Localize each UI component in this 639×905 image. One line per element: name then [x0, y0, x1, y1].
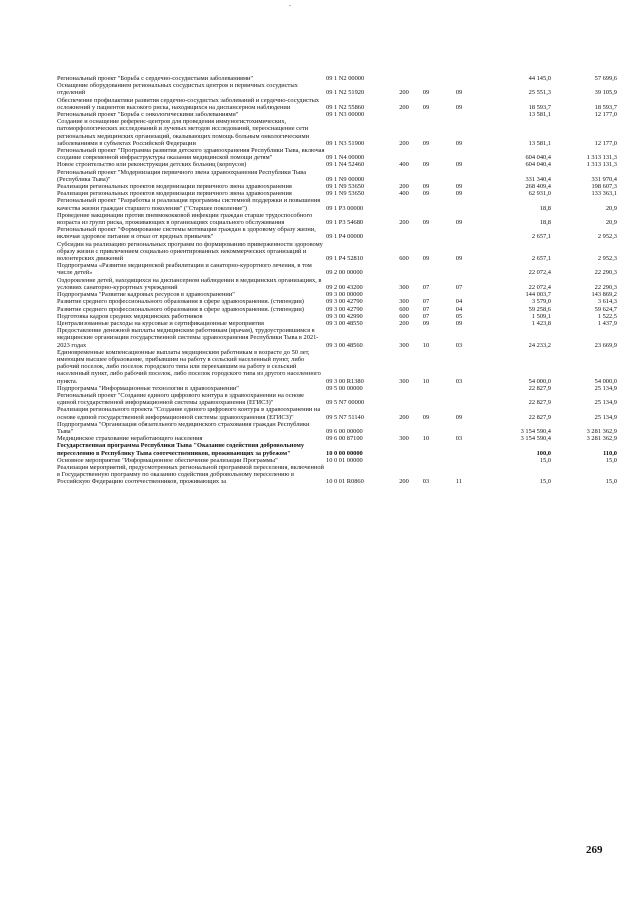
table-row: [57, 421, 617, 435]
row-amount-year2: 54 000,0: [594, 377, 617, 385]
row-section: 10: [422, 341, 430, 349]
row-amount-year1: 144 003,7: [525, 291, 551, 299]
row-code: 09 3 00 00000: [326, 291, 363, 299]
row-amount-year2: 57 699,6: [594, 75, 617, 82]
table-row: [57, 262, 617, 276]
row-subsection: 03: [455, 341, 463, 349]
row-subsection: 03: [455, 377, 463, 385]
row-subsection: 09: [455, 319, 463, 327]
row-code: 09 1 N2 55860: [326, 103, 365, 111]
row-subsection: 07: [455, 283, 463, 291]
row-code: 09 3 00 48550: [326, 319, 363, 327]
table-row: [57, 75, 617, 82]
row-subsection: 09: [455, 190, 463, 198]
row-name: Подготовка кадров средних медицинских работников: [57, 312, 203, 320]
row-amount-year2: 23 669,9: [594, 341, 617, 349]
row-amount-year2: 39 105,9: [594, 89, 617, 97]
row-amount-year2: 2 952,3: [597, 233, 617, 241]
row-name: Реализация региональных проектов модернизации первичного звена здравоохранения: [57, 190, 292, 198]
table-row: [57, 385, 617, 392]
table-row: [57, 241, 617, 263]
row-code: 10 0 01 00000: [326, 456, 363, 464]
row-section: 10: [422, 435, 430, 443]
row-subsection: 09: [455, 103, 463, 111]
row-amount-year1: 24 233,2: [528, 341, 551, 349]
row-amount-year1: 3 154 590,4: [520, 435, 551, 443]
row-amount-year2: 198 607,3: [591, 183, 617, 191]
row-expense-type: 300: [399, 298, 409, 306]
row-name: Региональный проект "Программа развития детского здравоохранения Республики Тыва, включая создание современной инфраструктуры оказания медицинской помощи детям": [57, 147, 325, 162]
table-row: [57, 306, 617, 313]
row-amount-year1: 22 072,4: [528, 283, 551, 291]
table-row: [57, 406, 617, 420]
row-code: 09 1 P3 54680: [326, 219, 364, 227]
row-amount-year2: 25 134,9: [594, 413, 617, 421]
row-name: Подпрограмма "Организация обязательного медицинского страхования граждан Республики Тыва": [57, 420, 310, 435]
row-amount-year1: 44 145,0: [528, 75, 551, 82]
row-name: Развитие среднего профессионального образования в сфере здравоохранения. (стипендии): [57, 298, 304, 306]
row-amount-year2: 15,0: [605, 478, 617, 486]
row-amount-year1: 604 040,4: [525, 154, 551, 162]
row-subsection: 11: [455, 478, 463, 486]
table-row: [57, 118, 617, 147]
row-amount-year1: 100,0: [536, 449, 551, 457]
row-name: Основное мероприятие "Информационное обеспечение реализации Программы": [57, 456, 278, 464]
row-amount-year2: 12 177,0: [594, 139, 617, 147]
row-name: Подпрограмма «Развитие медицинской реабилитации и санаторно-курортного лечения, в том числе детей»: [57, 262, 312, 277]
row-section: 09: [422, 190, 430, 198]
row-code: 09 1 N9 00000: [326, 175, 365, 183]
table-row: [57, 161, 617, 168]
row-section: 03: [422, 478, 430, 486]
table-row: [57, 226, 617, 240]
row-expense-type: 300: [399, 377, 409, 385]
row-name: Новое строительство или реконструкция детских больниц (корпусов): [57, 161, 247, 169]
row-code: 09 1 N3 00000: [326, 111, 365, 119]
table-row: [57, 349, 617, 385]
row-amount-year1: 604 040,4: [525, 161, 551, 169]
table-row: [57, 82, 617, 96]
row-name: Региональный проект "Модернизация первичного звена здравоохранения Республики Тыва (Республика Тыва)": [57, 168, 307, 183]
row-name: Развитие среднего профессионального образования в сфере здравоохранения. (стипендии): [57, 305, 304, 313]
row-name: Медицинское страхование неработающего населения: [57, 435, 203, 443]
row-name: Оздоровление детей, находящихся на диспансерном наблюдении в медицинских организациях, в условиях санаторно-курортных учреждений: [57, 276, 322, 291]
row-code: 10 0 01 R0860: [326, 478, 364, 486]
row-code: 09 3 00 42790: [326, 305, 363, 313]
table-row: [57, 313, 617, 320]
row-amount-year1: 22 072,4: [528, 269, 551, 277]
row-amount-year1: 13 581,1: [528, 139, 551, 147]
row-expense-type: 600: [399, 255, 409, 263]
row-amount-year2: 22 290,3: [594, 269, 617, 277]
row-section: 09: [422, 161, 430, 169]
row-amount-year1: 1 423,8: [531, 319, 551, 327]
row-code: 09 1 N4 00000: [326, 154, 365, 162]
row-amount-year2: 20,9: [605, 219, 617, 227]
row-amount-year1: 22 827,9: [528, 384, 551, 392]
row-expense-type: 200: [399, 319, 409, 327]
scan-mark: [289, 5, 291, 6]
table-row: [57, 97, 617, 111]
row-name: Подпрограмма "Информационные технологии в здравоохранении": [57, 384, 239, 392]
table-row: [57, 183, 617, 190]
row-section: 10: [422, 377, 430, 385]
table-row: [57, 298, 617, 305]
row-subsection: 09: [455, 139, 463, 147]
row-code: 09 1 P3 00000: [326, 204, 364, 212]
row-code: 09 5 N7 51140: [326, 413, 364, 421]
row-subsection: 09: [455, 413, 463, 421]
table-row: [57, 457, 617, 464]
row-expense-type: 200: [399, 478, 409, 486]
row-section: 09: [422, 183, 430, 191]
row-amount-year2: 22 290,3: [594, 283, 617, 291]
row-name: Региональный проект "Борьба с онкологическими заболеваниями": [57, 111, 239, 119]
row-expense-type: 600: [399, 305, 409, 313]
row-subsection: 09: [455, 89, 463, 97]
row-amount-year1: 15,0: [539, 456, 551, 464]
row-code: 09 1 N9 53650: [326, 183, 365, 191]
row-amount-year2: 331 970,4: [591, 175, 617, 183]
row-amount-year2: 143 869,2: [591, 291, 617, 299]
row-amount-year1: 62 931,0: [528, 190, 551, 198]
row-name: Региональный проект "Формирование системы мотивации граждан к здоровому образу жизни, включая здоровое питание и отказ от вредных привычек": [57, 226, 316, 241]
row-amount-year1: 22 827,9: [528, 413, 551, 421]
row-amount-year2: 25 134,9: [594, 399, 617, 407]
row-subsection: 09: [455, 161, 463, 169]
row-name: Оснащение оборудованием региональных сосудистых центров и первичных сосудистых отделений: [57, 82, 298, 97]
row-amount-year1: 18,8: [539, 219, 551, 227]
row-code: 09 3 00 48560: [326, 341, 363, 349]
row-amount-year1: 3 154 590,4: [520, 427, 551, 435]
row-subsection: 04: [455, 305, 463, 313]
row-code: 09 1 N4 52460: [326, 161, 365, 169]
row-amount-year2: 12 177,0: [594, 111, 617, 119]
row-code: 09 1 N2 51920: [326, 89, 365, 97]
row-expense-type: 200: [399, 219, 409, 227]
row-amount-year1: 331 340,4: [525, 175, 551, 183]
row-name: Централизованные расходы на курсовые и сертификационные мероприятия: [57, 319, 264, 327]
table-row: [57, 111, 617, 118]
row-name: Создание и оснащение референс-центров для проведения иммуногистохимических, патоморфологических исследований и лучевых методов исследований, переоснащение сети региональных медицинских организаций, оказывающих помощь больным онкологическими заболеваниями в субъектах Российской Федерации: [57, 118, 310, 147]
row-name: Региональный проект "Борьба с сердечно-сосудистыми заболеваниями": [57, 75, 254, 82]
row-code: 09 5 00 00000: [326, 384, 363, 392]
table-row: [57, 147, 617, 161]
row-subsection: 05: [455, 312, 463, 320]
row-amount-year1: 59 258,6: [528, 305, 551, 313]
row-code: 09 2 00 00000: [326, 269, 363, 277]
row-code: 10 0 00 00000: [326, 449, 363, 457]
row-amount-year2: 133 363,1: [591, 190, 617, 198]
row-section: 09: [422, 103, 430, 111]
row-code: 09 3 00 42990: [326, 312, 363, 320]
table-row: [57, 190, 617, 197]
page-number: 269: [586, 844, 603, 856]
row-name: Государственная программа Республики Тыва "Оказание содействия добровольному переселению в Республику Тыва соотечественников, проживающих за рубежом": [57, 442, 305, 457]
row-code: 09 5 N7 00000: [326, 399, 365, 407]
row-name: Единовременные компенсационные выплаты медицинским работникам в возрасте до 50 лет, имеющим высшее образование, прибывшим на работу в сельский населенный пункт, либо рабочий поселок, либо поселок городского типа или переехавшим на работу в сельский населенный пункт, либо рабочий поселок, либо поселок городского типа из другого населенного пункта.: [57, 348, 321, 385]
row-expense-type: 600: [399, 312, 409, 320]
row-name: Реализация мероприятий, предусмотренных региональной программой переселения, включенной в Государственную программу по оказанию содействия добровольному переселению в Российскую Федерацию соотечественников, проживающих за: [57, 463, 324, 486]
row-section: 09: [422, 413, 430, 421]
row-name: Реализация регионального проекта "Создание единого цифрового контура в здравоохранении на основе единой государственной информационной системы здравоохранения (ЕГИСЗ)": [57, 406, 321, 421]
row-amount-year2: 1 313 131,3: [586, 161, 617, 169]
row-name: Проведение вакцинации против пневмококковой инфекции граждан старше трудоспособного возраста из групп риска, проживающих в организациях социального обслуживания: [57, 211, 313, 227]
row-amount-year1: 2 657,1: [531, 255, 551, 263]
row-amount-year2: 25 134,9: [594, 384, 617, 392]
row-amount-year2: 1 437,9: [597, 319, 617, 327]
row-expense-type: 200: [399, 89, 409, 97]
row-subsection: 03: [455, 435, 463, 443]
table-row: [57, 169, 617, 183]
row-code: 09 2 00 43200: [326, 283, 363, 291]
row-amount-year1: 1 509,1: [531, 312, 551, 320]
row-section: 09: [422, 89, 430, 97]
row-amount-year2: 1 313 131,3: [586, 154, 617, 162]
table-row: [57, 277, 617, 291]
row-code: 09 1 P4 52810: [326, 255, 364, 263]
row-section: 09: [422, 139, 430, 147]
row-expense-type: 300: [399, 283, 409, 291]
row-amount-year1: 13 581,1: [528, 111, 551, 119]
row-subsection: 09: [455, 219, 463, 227]
row-section: 09: [422, 255, 430, 263]
row-amount-year2: 3 614,3: [597, 298, 617, 306]
row-amount-year2: 2 952,3: [597, 255, 617, 263]
row-section: 09: [422, 319, 430, 327]
row-subsection: 09: [455, 255, 463, 263]
row-section: 07: [422, 298, 430, 306]
row-amount-year1: 54 000,0: [528, 377, 551, 385]
row-amount-year1: 25 551,3: [528, 89, 551, 97]
row-expense-type: 400: [399, 190, 409, 198]
table-row: [57, 442, 617, 456]
row-name: Подпрограмма "Развитие кадровых ресурсов в здравоохранении": [57, 291, 235, 299]
row-name: Обеспечение профилактики развития сердечно-сосудистых заболеваний и сердечно-сосудистых осложнений у пациентов высокого риска, находящихся на диспансерном наблюдении: [57, 96, 320, 111]
row-amount-year2: 110,0: [602, 449, 617, 457]
row-code: 09 1 N9 53650: [326, 190, 365, 198]
row-code: 09 1 N3 51900: [326, 139, 365, 147]
row-amount-year1: 18 593,7: [528, 103, 551, 111]
row-code: 09 6 00 87100: [326, 435, 363, 443]
row-amount-year2: 15,0: [605, 456, 617, 464]
row-subsection: 09: [455, 183, 463, 191]
table-row: [57, 197, 617, 211]
row-code: 09 3 00 42790: [326, 298, 363, 306]
row-subsection: 04: [455, 298, 463, 306]
row-amount-year2: 1 522,5: [597, 312, 617, 320]
row-amount-year2: 3 281 362,9: [586, 435, 617, 443]
row-code: 09 1 N2 00000: [326, 75, 365, 82]
row-name: Реализация региональных проектов модернизации первичного звена здравоохранения: [57, 183, 292, 191]
row-amount-year1: 268 409,4: [525, 183, 551, 191]
row-amount-year1: 18,8: [539, 204, 551, 212]
row-code: 09 6 00 00000: [326, 427, 363, 435]
row-name: Региональный проект "Разработка и реализация программы системной поддержки и повышения качества жизни граждан старшего поколения" ("Старшее поколение"): [57, 197, 321, 212]
table-row: [57, 392, 617, 406]
budget-table: [57, 75, 617, 486]
row-section: 09: [422, 219, 430, 227]
row-expense-type: 300: [399, 341, 409, 349]
table-row: [57, 320, 617, 327]
row-amount-year1: 15,0: [539, 478, 551, 486]
row-section: 07: [422, 305, 430, 313]
row-name: Субсидии на реализацию региональных программ по формированию приверженности здоровому образу жизни с привлечением социально ориентированных некоммерческих организаций и волонтерских движений: [57, 240, 323, 263]
row-expense-type: 200: [399, 139, 409, 147]
table-row: [57, 435, 617, 442]
row-code: 09 1 P4 00000: [326, 233, 364, 241]
row-expense-type: 200: [399, 413, 409, 421]
row-amount-year1: 2 657,1: [531, 233, 551, 241]
row-amount-year1: 3 579,0: [531, 298, 551, 306]
row-amount-year1: 22 827,9: [528, 399, 551, 407]
row-expense-type: 200: [399, 103, 409, 111]
row-amount-year2: 18 593,7: [594, 103, 617, 111]
table-row: [57, 327, 617, 349]
row-name: Региональный проект "Создание единого цифрового контура в здравоохранении на основе единой государственной информационной системы здравоохранения (ЕГИСЗ)": [57, 391, 305, 407]
row-amount-year2: 3 281 362,9: [586, 427, 617, 435]
row-expense-type: 400: [399, 161, 409, 169]
row-amount-year2: 59 624,7: [594, 305, 617, 313]
row-section: 07: [422, 283, 430, 291]
table-row: [57, 464, 617, 486]
row-section: 07: [422, 312, 430, 320]
row-amount-year2: 20,9: [605, 204, 617, 212]
table-row: [57, 212, 617, 226]
row-expense-type: 200: [399, 183, 409, 191]
row-code: 09 3 00 R1380: [326, 377, 364, 385]
row-expense-type: 300: [399, 435, 409, 443]
table-row: [57, 291, 617, 298]
row-name: Предоставление денежной выплаты медицинским работникам (врачам), трудоустроившимся в медицинские организации государственной системы здравоохранения Республики Тыва в 2021-2023 годах: [57, 327, 319, 349]
